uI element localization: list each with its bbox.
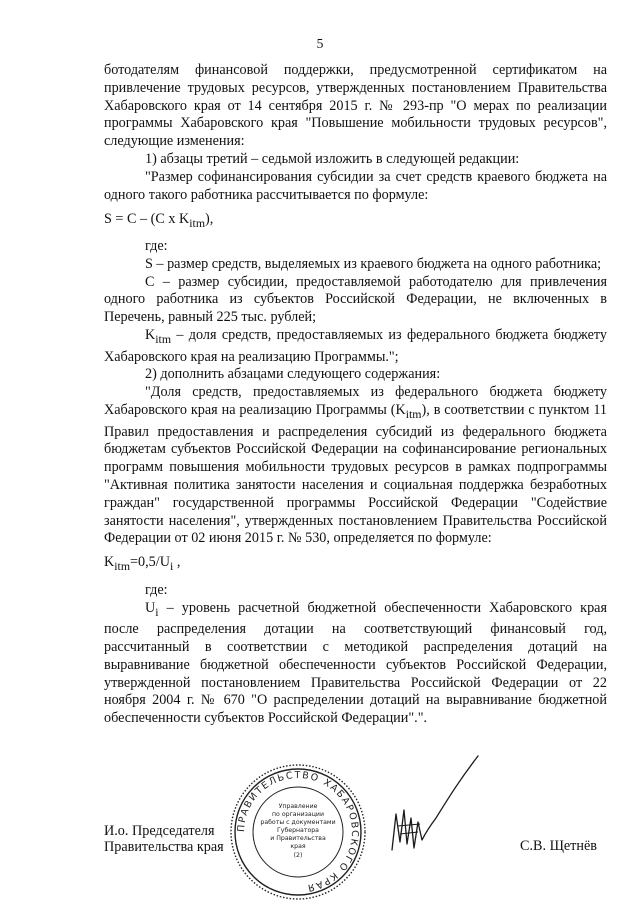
- paragraph-intro: ботодателям финансовой поддержки, предусмотренной сертификатом на привлечение трудовых ресурсов, утвержденных постановлением Правительства Хабаровского края от 14 сентября 2015 г. № 293-пр "О мерах по реализации программы Хабаровского края "Повышение мобильности трудовых ресурсов", следующие изменения:: [104, 62, 607, 150]
- position-line-2: Правительства края: [104, 838, 224, 855]
- paragraph-c-definition: C – размер субсидии, предоставляемой работодателю для привлечения одного работника из субъектов Российской Федерации, не включенных в Перечень, равный 225 тыс. рублей;: [104, 273, 607, 326]
- svg-text:(2): (2): [293, 852, 303, 859]
- position-line-1: И.о. Председателя: [104, 823, 215, 839]
- signatory-name: С.В. Щетнёв: [520, 838, 597, 854]
- svg-text:края: края: [290, 843, 306, 850]
- formula-k: $K_{itm}=0,5/U_i$ ,: [104, 554, 181, 574]
- paragraph-cofinancing: "Размер софинансирования субсидии за счет средств краевого бюджета на одного такого работника рассчитывается по формуле:: [104, 168, 607, 203]
- signatory-position: [104, 824, 224, 855]
- paragraph-share: "Доля средств, предоставляемых из федерального бюджета бюджету Хабаровского края на реализацию Программы $(K_{itm})$, в соответствии с пунктом 11 Правил предоставления и распределения субсидий из федерального бюджета бюджетам субъектов Российской Федерации на софинансирование региональных программ повышения мобильности трудовых ресурсов в рамках подпрограммы "Активная политика занятости населения и социальная поддержка безработных граждан" государственной программы Российской Федерации "Содействие занятости населения", утвержденных постановлением Правительства Российской Федерации от 02 июня 2015 г. № 530, определяется по формуле:: [104, 384, 607, 547]
- handwritten-signature: [380, 752, 490, 862]
- paragraph-k-definition: $K_{itm}$ – доля средств, предоставляемых из федерального бюджета бюджету Хабаровского края на реализацию Программы.";: [104, 326, 607, 365]
- formula-s: S = C – (C x $K_{itm}$),: [104, 211, 214, 231]
- paragraph-s-definition: S – размер средств, выделяемых из краевого бюджета на одного работника;: [145, 255, 602, 272]
- svg-text:работы с документами: работы с документами: [260, 819, 336, 826]
- document-body: [104, 62, 607, 728]
- svg-text:ПРАВИТЕЛЬСТВО ХАБАРОВСКОГО КРА: ПРАВИТЕЛЬСТВО ХАБАРОВСКОГО КРАЯ: [235, 769, 361, 894]
- svg-text:Управление: Управление: [278, 803, 318, 810]
- paragraph-item-2: 2) дополнить абзацами следующего содержания:: [145, 366, 441, 383]
- paragraph-item-1: 1) абзацы третий – седьмой изложить в следующей редакции:: [145, 150, 520, 167]
- official-seal: [228, 762, 368, 902]
- svg-text:по организации: по организации: [272, 811, 324, 818]
- svg-text:и Правительства: и Правительства: [270, 835, 326, 842]
- page-number: 5: [316, 36, 324, 51]
- where-label: где:: [145, 238, 168, 254]
- paragraph-u-definition: $U_i$ – уровень расчетной бюджетной обеспеченности Хабаровского края после распределения дотации на соответствующий финансовый год, рассчитанный в соответствии с методикой распределения дотаций на выравнивание бюджетной обеспеченности субъектов Российской Федерации, утвержденной постановлением Правительства Российской Федерации от 22 ноября 2004 г. № 670 "О распределении дотаций на выравнивание бюджетной обеспеченности субъектов Российской Федерации".".: [104, 599, 607, 727]
- where-label-2: где:: [145, 581, 168, 598]
- svg-text:Губернатора: Губернатора: [277, 827, 319, 834]
